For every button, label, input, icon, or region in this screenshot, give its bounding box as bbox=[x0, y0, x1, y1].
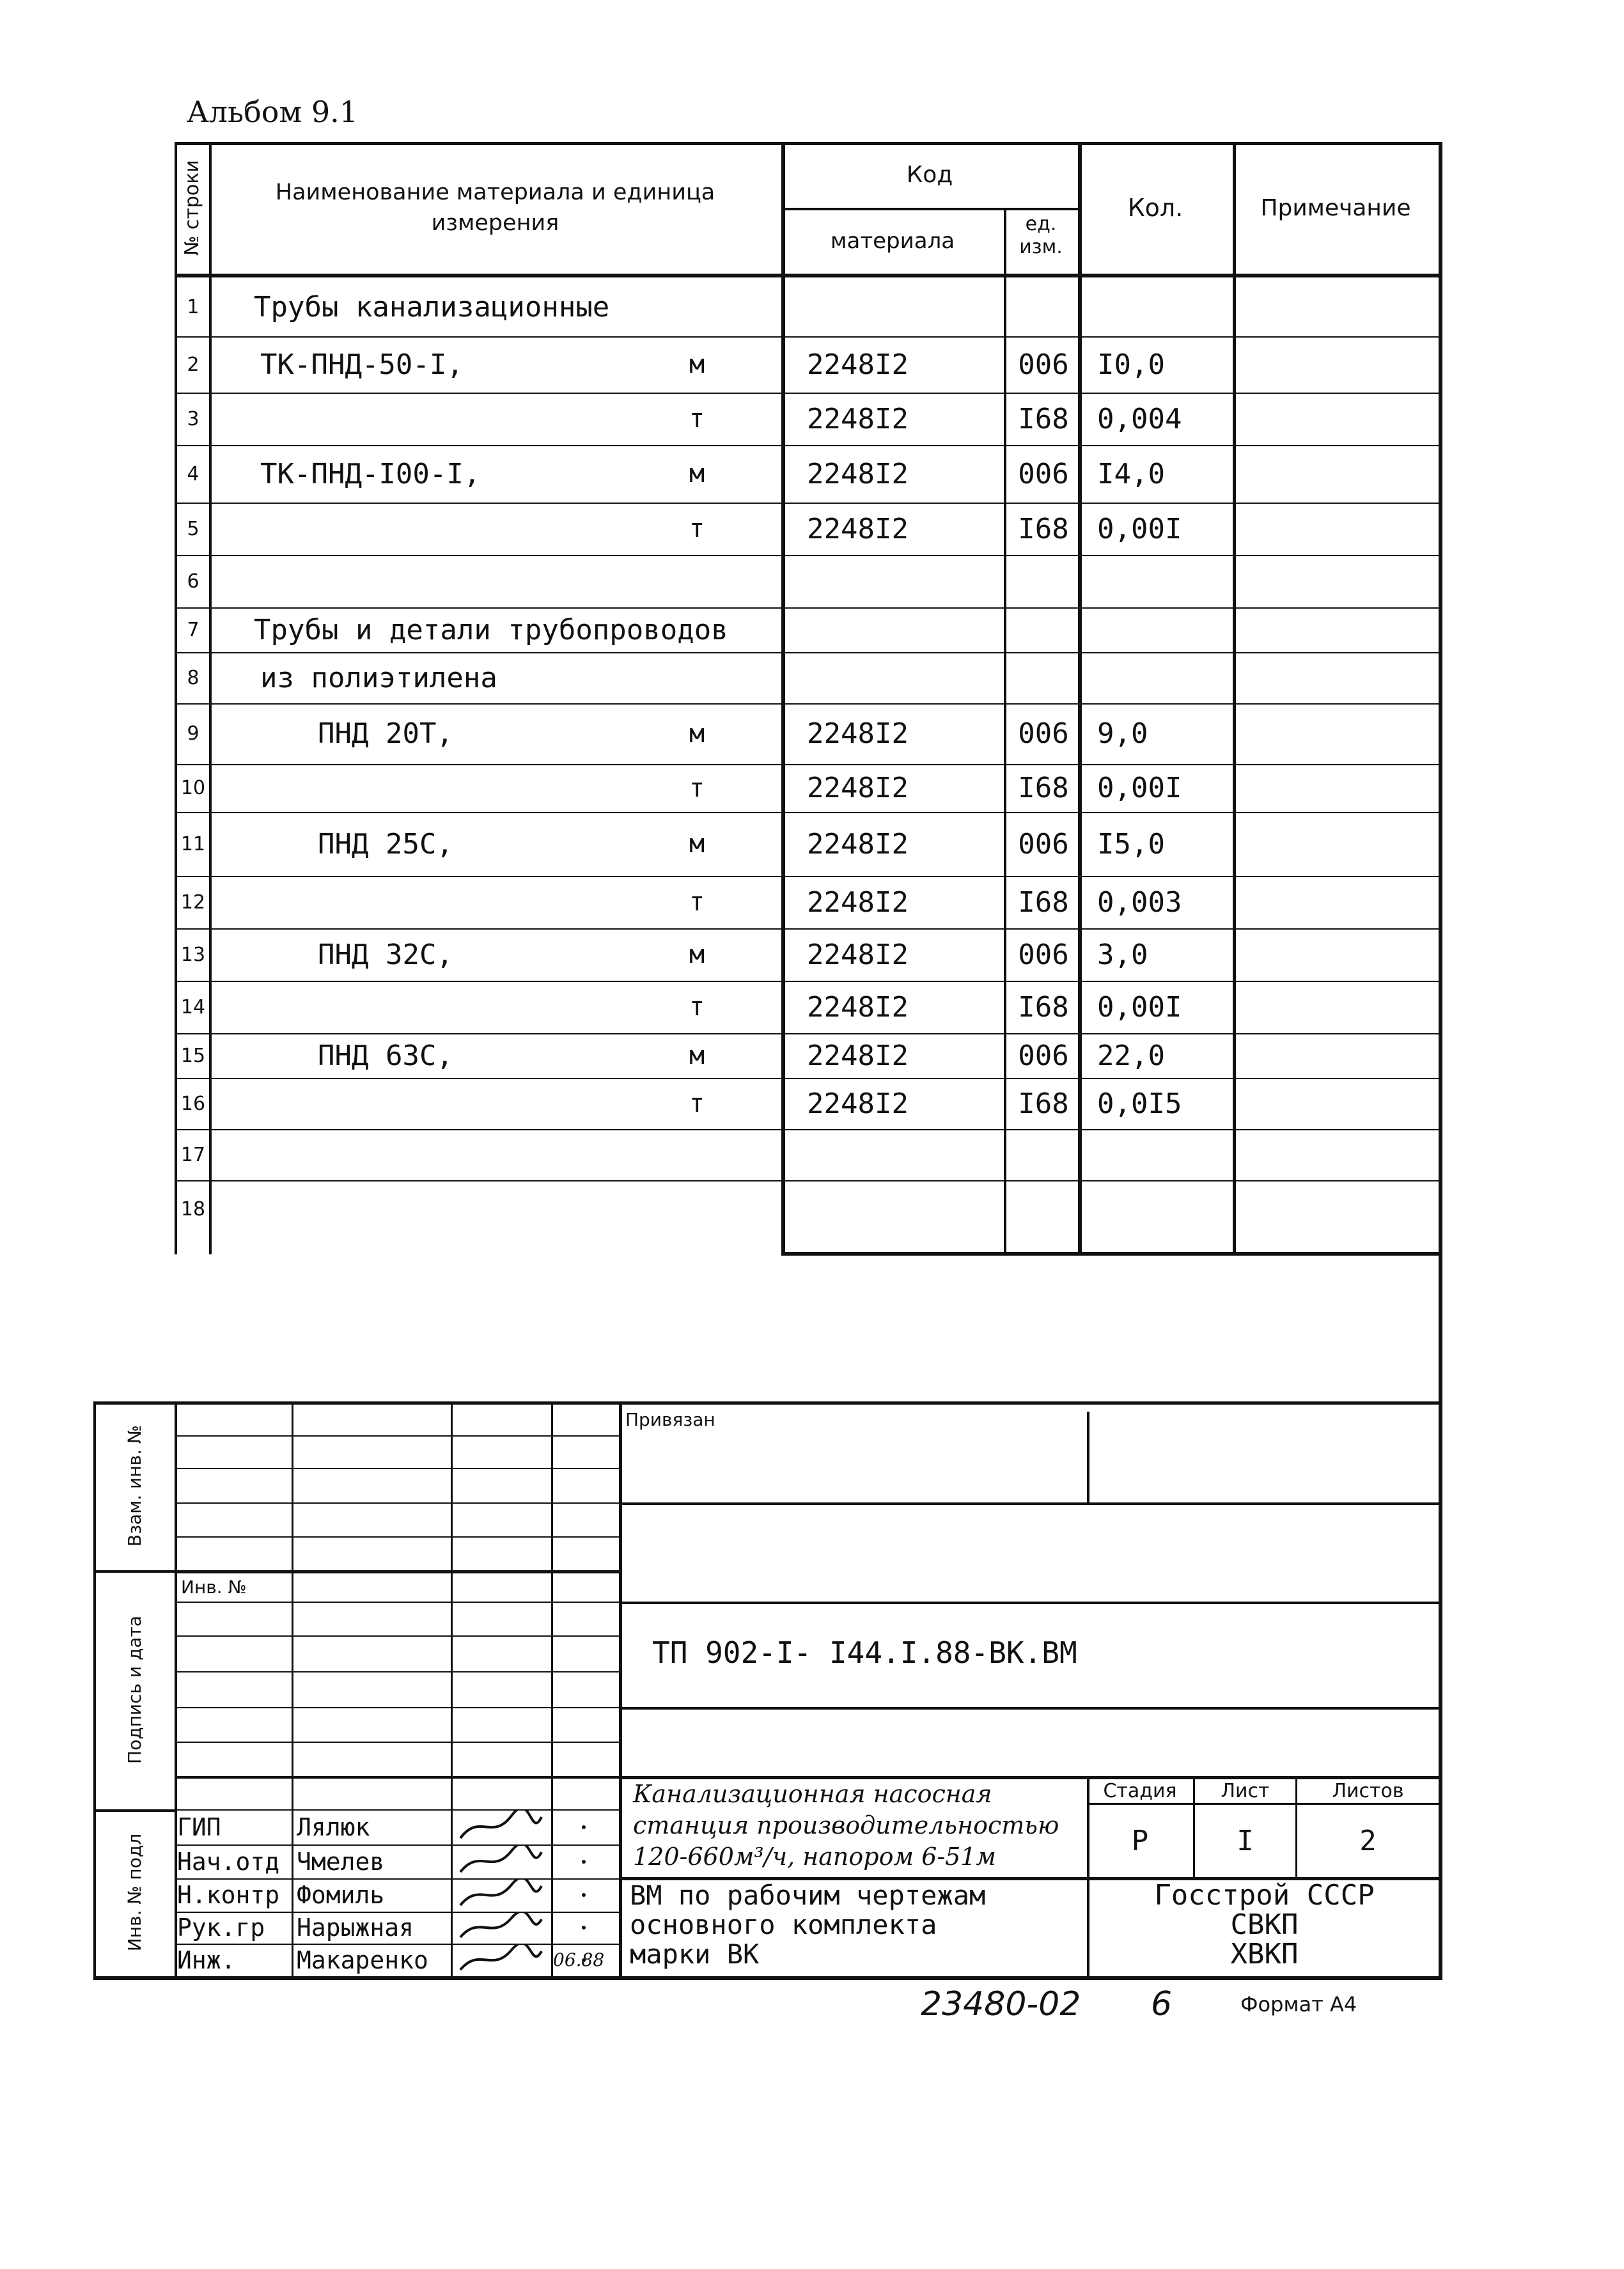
stamp-line bbox=[619, 1707, 1439, 1710]
row-quantity: 0,003 bbox=[1097, 885, 1182, 919]
row-unit-abbr: т bbox=[689, 992, 705, 1022]
row-unit-abbr: т bbox=[689, 1089, 705, 1118]
signer-name: Макаренко bbox=[297, 1945, 428, 1974]
header-name: Наименование материала и единица измерения bbox=[275, 180, 715, 236]
signer-role: Нач.отд bbox=[177, 1847, 280, 1876]
row-unit-abbr: м bbox=[689, 829, 705, 859]
row-name: ПНД 20Т, bbox=[318, 717, 453, 750]
row-unit-code: 006 bbox=[1018, 717, 1069, 750]
row-number: 4 bbox=[187, 462, 199, 485]
row-material-code: 2248I2 bbox=[807, 772, 909, 804]
row-name: Трубы и детали трубопроводов bbox=[254, 613, 728, 646]
row-material-code: 2248I2 bbox=[807, 512, 909, 545]
signer-name: Лялюк bbox=[297, 1813, 370, 1841]
header-quantity: Кол. bbox=[1127, 194, 1183, 222]
stage-value: Р bbox=[1131, 1824, 1149, 1857]
row-note bbox=[1239, 703, 1439, 764]
signer-role: Инж. bbox=[177, 1945, 236, 1974]
row-note bbox=[1239, 393, 1439, 445]
row-quantity: 22,0 bbox=[1097, 1039, 1165, 1072]
row-unit-code: I68 bbox=[1018, 990, 1069, 1024]
row-note bbox=[1239, 1078, 1439, 1129]
row-unit-code bbox=[1009, 607, 1078, 652]
row-number: 13 bbox=[180, 943, 206, 966]
signer-name: Чмелев bbox=[297, 1847, 385, 1876]
row-number: 14 bbox=[180, 995, 206, 1018]
handwritten-signature bbox=[454, 1944, 548, 1976]
row-material-code: 2248I2 bbox=[807, 990, 909, 1024]
row-number: 8 bbox=[187, 666, 199, 689]
row-number: 3 bbox=[187, 407, 199, 430]
stamp-line bbox=[175, 1502, 619, 1504]
row-unit-abbr: м bbox=[689, 1041, 705, 1070]
sheet-label: Лист bbox=[1221, 1779, 1270, 1802]
row-unit-code: 006 bbox=[1018, 938, 1069, 971]
sheets-value: 2 bbox=[1359, 1824, 1377, 1857]
row-note bbox=[1239, 336, 1439, 393]
row-quantity: I5,0 bbox=[1097, 827, 1165, 861]
row-number: 17 bbox=[180, 1143, 206, 1166]
row-unit-code: I68 bbox=[1018, 1087, 1069, 1120]
row-material-code bbox=[807, 555, 1004, 607]
row-material-code: 2248I2 bbox=[807, 938, 909, 971]
stamp-line bbox=[1087, 1412, 1089, 1502]
stamp-left-border bbox=[93, 1401, 96, 1976]
table-bottom-border bbox=[781, 1252, 1442, 1256]
row-unit-abbr: м bbox=[689, 459, 705, 488]
stamp-line bbox=[1087, 1803, 1439, 1805]
stage-label: Стадия bbox=[1103, 1779, 1177, 1802]
signer-role: Н.контр bbox=[177, 1881, 280, 1909]
row-quantity: 9,0 bbox=[1097, 717, 1148, 750]
row-quantity: 0,0I5 bbox=[1097, 1087, 1182, 1120]
row-note bbox=[1239, 607, 1439, 652]
row-quantity: 0,00I bbox=[1097, 512, 1182, 545]
row-note bbox=[1239, 652, 1439, 703]
row-name: ТК-ПНД-50-I, bbox=[260, 348, 464, 381]
col-line-unit bbox=[1078, 142, 1082, 1254]
stamp-top-border bbox=[93, 1401, 1442, 1405]
stamp-line bbox=[93, 1809, 175, 1812]
org-line1: Госстрой СССР bbox=[1154, 1878, 1375, 1912]
project-title-line3: 120-660м³/ч, напором 6-51м bbox=[633, 1843, 996, 1871]
date-placeholder-mark bbox=[582, 1825, 586, 1829]
row-quantity bbox=[1097, 555, 1233, 607]
row-note bbox=[1239, 981, 1439, 1033]
row-quantity: 0,004 bbox=[1097, 402, 1182, 435]
row-note bbox=[1239, 1033, 1439, 1078]
row-number: 9 bbox=[187, 722, 199, 745]
signer-role: ГИП bbox=[177, 1813, 221, 1841]
stamp-line bbox=[175, 1536, 619, 1538]
row-quantity: I0,0 bbox=[1097, 348, 1165, 381]
stamp-line bbox=[175, 1435, 619, 1437]
row-unit-code: 006 bbox=[1018, 827, 1069, 861]
row-unit-code bbox=[1009, 652, 1078, 703]
row-unit-code bbox=[1009, 555, 1078, 607]
row-unit-code: 006 bbox=[1018, 1039, 1069, 1072]
stamp-line bbox=[175, 1707, 619, 1708]
row-note bbox=[1239, 928, 1439, 981]
row-note bbox=[1239, 812, 1439, 876]
handwritten-signature bbox=[454, 1844, 548, 1878]
row-unit-abbr: т bbox=[689, 404, 705, 433]
stamp-line bbox=[175, 1776, 619, 1779]
row-unit-code: 006 bbox=[1018, 348, 1069, 381]
row-number: 11 bbox=[180, 832, 206, 855]
row-unit-abbr bbox=[659, 652, 735, 703]
row-number: 12 bbox=[180, 891, 206, 914]
date-placeholder-mark bbox=[582, 1893, 586, 1897]
sheet-value: I bbox=[1237, 1824, 1254, 1857]
row-number: 6 bbox=[187, 570, 199, 593]
row-material-code bbox=[807, 1129, 1004, 1180]
row-unit-abbr bbox=[659, 1180, 735, 1238]
side-label-signature-date: Подпись и дата bbox=[123, 1616, 144, 1764]
row-unit-abbr bbox=[659, 555, 735, 607]
header-note: Примечание bbox=[1260, 194, 1411, 221]
row-name: ПНД 32С, bbox=[318, 938, 453, 971]
stamp-line bbox=[551, 1401, 553, 1976]
doc-title-line2: основного комплекта bbox=[630, 1908, 937, 1940]
row-name: из полиэтилена bbox=[260, 661, 497, 694]
row-unit-code: I68 bbox=[1018, 512, 1069, 545]
paper-format: Формат А4 bbox=[1240, 1992, 1357, 2016]
stamp-line bbox=[93, 1570, 175, 1573]
row-quantity bbox=[1097, 607, 1233, 652]
row-unit-code: I68 bbox=[1018, 772, 1069, 804]
registration-number: 23480-02 bbox=[921, 1985, 1081, 2023]
row-unit-abbr bbox=[659, 1129, 735, 1180]
row-material-code: 2248I2 bbox=[807, 402, 909, 435]
row-unit-code: I68 bbox=[1018, 885, 1069, 919]
row-material-code bbox=[807, 277, 1004, 336]
row-unit-code bbox=[1009, 1129, 1078, 1180]
row-name: ПНД 63С, bbox=[318, 1039, 453, 1072]
signer-role: Рук.гр bbox=[177, 1914, 265, 1942]
row-note bbox=[1239, 277, 1439, 336]
stamp-line bbox=[619, 1502, 1439, 1505]
row-material-code: 2248I2 bbox=[807, 885, 909, 919]
stamp-line bbox=[175, 1742, 619, 1743]
row-number: 7 bbox=[187, 618, 199, 641]
row-quantity bbox=[1097, 1180, 1233, 1238]
row-quantity bbox=[1097, 652, 1233, 703]
row-material-code: 2248I2 bbox=[807, 348, 909, 381]
col-line-material bbox=[1004, 208, 1006, 1254]
row-material-code: 2248I2 bbox=[807, 1039, 909, 1072]
row-material-code: 2248I2 bbox=[807, 457, 909, 490]
row-number: 5 bbox=[187, 517, 199, 540]
stamp-line bbox=[619, 1401, 622, 1976]
row-note bbox=[1239, 1180, 1439, 1238]
row-note bbox=[1239, 1129, 1439, 1180]
stamp-line bbox=[175, 1671, 619, 1673]
header-code: Код bbox=[906, 162, 953, 188]
row-name: Трубы канализационные bbox=[254, 290, 610, 324]
row-quantity: 0,00I bbox=[1097, 772, 1182, 804]
doc-title-line3: марки ВК bbox=[630, 1938, 760, 1970]
row-quantity bbox=[1097, 1129, 1233, 1180]
header-unit: ед. изм. bbox=[1019, 213, 1063, 258]
stamp-right-border bbox=[1439, 1254, 1442, 1979]
org-line3: ХВКП bbox=[1230, 1937, 1299, 1970]
header-row-number: № строки bbox=[180, 160, 203, 256]
row-material-code bbox=[807, 607, 1004, 652]
sign-date: 06.88 bbox=[553, 1949, 605, 1970]
row-quantity: 0,00I bbox=[1097, 990, 1182, 1024]
row-name: ПНД 25С, bbox=[318, 827, 453, 861]
row-quantity: I4,0 bbox=[1097, 457, 1165, 490]
row-number: 18 bbox=[180, 1197, 206, 1220]
date-placeholder-mark bbox=[582, 1860, 586, 1864]
side-label-replacement-inv: Взам. инв. № bbox=[123, 1424, 144, 1547]
stamp-line bbox=[175, 1468, 619, 1469]
row-note bbox=[1239, 555, 1439, 607]
inv-number-label: Инв. № bbox=[181, 1576, 247, 1598]
table-right-border bbox=[1439, 142, 1442, 1254]
date-placeholder-mark bbox=[582, 1926, 586, 1930]
handwritten-signature bbox=[454, 1878, 548, 1912]
row-note bbox=[1239, 445, 1439, 503]
row-note bbox=[1239, 876, 1439, 928]
row-number: 15 bbox=[180, 1044, 206, 1067]
org-line2: СВКП bbox=[1230, 1908, 1299, 1941]
row-number: 2 bbox=[187, 353, 199, 376]
signer-name: Фомиль bbox=[297, 1881, 385, 1909]
row-quantity bbox=[1097, 277, 1233, 336]
col-line-rowno bbox=[209, 142, 212, 1254]
row-number: 10 bbox=[180, 777, 206, 799]
document-designation: ТП 902-I- I44.I.88-ВК.ВМ bbox=[652, 1635, 1077, 1670]
row-note bbox=[1239, 503, 1439, 555]
privyazan-label: Привязан bbox=[625, 1408, 715, 1430]
stamp-line bbox=[619, 1602, 1439, 1604]
row-unit-code: 006 bbox=[1018, 457, 1069, 490]
row-material-code: 2248I2 bbox=[807, 717, 909, 750]
signer-name: Нарыжная bbox=[297, 1914, 414, 1942]
row-material-code: 2248I2 bbox=[807, 1087, 909, 1120]
stamp-line bbox=[175, 1602, 619, 1603]
project-title-line2: станция производительностью bbox=[633, 1811, 1059, 1839]
col-line-name bbox=[781, 142, 785, 1254]
row-note bbox=[1239, 764, 1439, 812]
page-number: 6 bbox=[1151, 1985, 1173, 2023]
side-label-original-inv: Инв. № подл bbox=[123, 1833, 144, 1952]
row-number: 16 bbox=[180, 1092, 206, 1115]
stamp-line bbox=[175, 1635, 619, 1637]
row-material-code bbox=[807, 1180, 1004, 1238]
row-unit-code: I68 bbox=[1018, 402, 1069, 435]
row-unit-code bbox=[1009, 1180, 1078, 1238]
col-line-qty bbox=[1233, 142, 1236, 1254]
row-unit-abbr bbox=[659, 607, 735, 652]
row-unit-code bbox=[1009, 277, 1078, 336]
doc-title-line1: ВМ по рабочим чертежам bbox=[630, 1879, 986, 1911]
project-title-line1: Канализационная насосная bbox=[633, 1780, 992, 1808]
sheets-label: Листов bbox=[1332, 1779, 1404, 1802]
row-unit-abbr: т bbox=[689, 887, 705, 917]
row-unit-abbr: т bbox=[689, 514, 705, 543]
row-unit-abbr: м bbox=[689, 350, 705, 379]
row-unit-abbr: м bbox=[689, 719, 705, 749]
row-unit-abbr: м bbox=[689, 940, 705, 969]
row-quantity: 3,0 bbox=[1097, 938, 1148, 971]
stamp-bottom-border bbox=[93, 1976, 1442, 1980]
header-material: материала bbox=[830, 228, 955, 254]
handwritten-signature bbox=[454, 1912, 548, 1944]
stamp-line bbox=[451, 1401, 453, 1976]
album-label: Альбом 9.1 bbox=[187, 95, 359, 129]
row-unit-abbr: т bbox=[689, 773, 705, 803]
handwritten-signature bbox=[454, 1809, 548, 1844]
row-unit-abbr bbox=[659, 277, 735, 336]
stamp-line bbox=[292, 1401, 293, 1976]
row-number: 1 bbox=[187, 295, 199, 318]
row-material-code bbox=[807, 652, 1004, 703]
row-material-code: 2248I2 bbox=[807, 827, 909, 861]
row-name: ТК-ПНД-I00-I, bbox=[260, 457, 481, 490]
